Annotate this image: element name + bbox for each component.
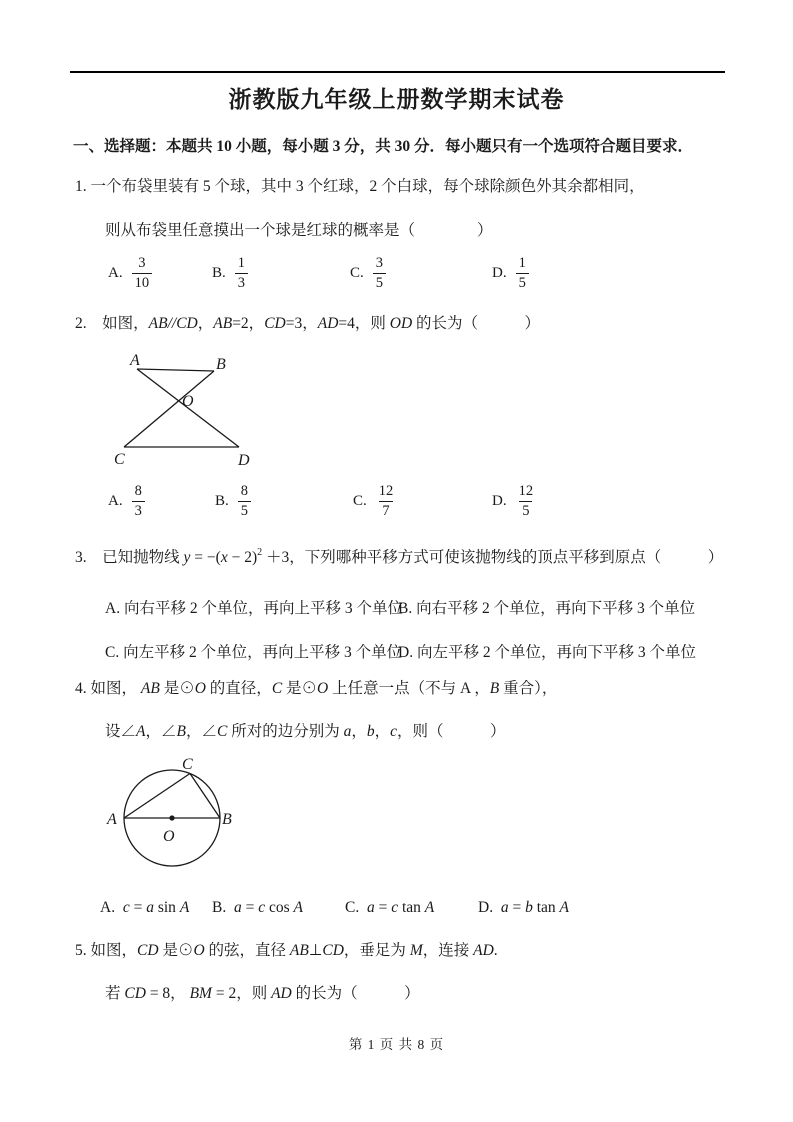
q4-option-d xyxy=(478,898,569,918)
math-run: AB xyxy=(140,680,160,697)
math-run: M xyxy=(409,942,423,959)
math-run: AB xyxy=(213,315,233,332)
fraction xyxy=(132,483,145,518)
math-run: AD xyxy=(317,315,339,332)
center-label-o: O xyxy=(163,828,175,845)
text-run: ，则（ ） xyxy=(397,723,506,740)
text-run: 所对的边分别为 xyxy=(227,723,344,740)
math-run: C xyxy=(216,723,228,740)
text-run: = −( xyxy=(190,549,221,566)
vertex-label-b: B xyxy=(222,811,232,828)
math-run: a xyxy=(500,899,509,916)
q3-option-a: A. 向右平移 2 个单位，再向上平移 3 个单位 xyxy=(105,600,403,617)
vertex-label-o: O xyxy=(182,393,194,410)
option-label: D. xyxy=(478,899,494,916)
text-run: 5. 如图， xyxy=(75,942,138,959)
text-run: 是⊙ xyxy=(158,942,194,959)
text-run: sin xyxy=(153,899,180,916)
option-label: D. xyxy=(492,264,507,281)
math-run: B xyxy=(176,723,186,740)
text-run: tan xyxy=(532,899,560,916)
math-run: CD xyxy=(264,315,286,332)
option-label: D. xyxy=(492,492,507,509)
math-run: AD xyxy=(473,942,494,959)
math-run: A xyxy=(424,899,435,916)
math-run: a xyxy=(146,899,154,916)
question-4-line-2 xyxy=(105,722,506,742)
question-2-text xyxy=(75,314,540,334)
text-run: = 2，则 xyxy=(211,985,272,1002)
fraction-denominator: 5 xyxy=(373,273,386,291)
option-label: A. xyxy=(108,492,123,509)
option-label: C. xyxy=(345,899,360,916)
math-run: O xyxy=(193,942,205,959)
math-run: AB xyxy=(289,942,309,959)
text-run: = xyxy=(508,899,526,916)
fraction-numerator: 1 xyxy=(518,255,526,272)
fraction xyxy=(238,483,251,518)
fraction xyxy=(516,483,537,518)
math-run: CD xyxy=(137,942,159,959)
fraction-denominator: 10 xyxy=(132,273,153,291)
math-run: x xyxy=(220,549,228,566)
q3-option-d: D. 向左平移 2 个单位，再向下平移 3 个单位 xyxy=(398,644,696,661)
math-run: O xyxy=(317,680,329,697)
q1-option-d xyxy=(492,252,529,294)
q4-option-b xyxy=(212,898,303,918)
fraction-numerator: 3 xyxy=(138,255,146,272)
text-run: 的弦，直径 xyxy=(204,942,290,959)
page-footer: 第 1 页 共 8 页 xyxy=(348,1037,445,1052)
text-run: 若 xyxy=(105,985,125,1002)
q2-figure xyxy=(110,345,258,471)
option-label: B. xyxy=(212,264,226,281)
math-run: y xyxy=(183,549,191,566)
chord-ac xyxy=(124,774,190,819)
text-run: ，垂足为 xyxy=(343,942,410,959)
text-run: ，∠ xyxy=(185,723,217,740)
text-run: 是⊙ xyxy=(159,680,195,697)
option-label: A. xyxy=(100,899,116,916)
center-dot xyxy=(169,815,174,820)
segment-ab xyxy=(137,369,214,371)
fraction-denominator: 3 xyxy=(132,501,145,519)
math-run: CD xyxy=(322,942,344,959)
fraction-numerator: 1 xyxy=(237,255,246,272)
text-run: 上任意一点（不与 A ， xyxy=(328,680,490,697)
math-run: c xyxy=(390,723,398,740)
fraction-denominator: 5 xyxy=(516,273,529,291)
fraction xyxy=(376,483,397,518)
math-run: a xyxy=(233,899,242,916)
vertex-label-d: D xyxy=(238,452,250,469)
text-run: = xyxy=(374,899,392,916)
q4-option-a xyxy=(100,898,189,918)
text-run: 设∠ xyxy=(105,723,137,740)
fraction xyxy=(235,255,248,290)
vertex-label-a: A xyxy=(130,352,140,369)
chord-cb xyxy=(190,774,220,819)
text-run: ， xyxy=(351,723,367,740)
text-run: 的直径， xyxy=(205,680,272,697)
text-run: cos xyxy=(265,899,294,916)
fraction-numerator: 12 xyxy=(378,483,394,500)
math-run: A xyxy=(179,899,190,916)
fraction-numerator: 3 xyxy=(375,255,384,272)
question-3-text xyxy=(75,546,723,568)
vertex-label-b: B xyxy=(216,356,226,373)
vertex-label-a: A xyxy=(107,811,117,828)
fraction-numerator: 12 xyxy=(518,483,534,500)
text-run: =2， xyxy=(232,315,265,332)
q3-option-c: C. 向左平移 2 个单位，再向上平移 3 个单位 xyxy=(105,644,403,661)
text-run: 4. 如图， xyxy=(75,680,141,697)
math-run: BM xyxy=(189,985,212,1002)
text-run: ， xyxy=(197,315,214,332)
math-run: B xyxy=(489,680,500,697)
text-run: =3， xyxy=(285,315,318,332)
math-run: OD xyxy=(389,315,413,332)
q2-option-c xyxy=(353,480,396,522)
math-run: c xyxy=(391,899,399,916)
option-label: B. xyxy=(215,492,229,509)
text-run: = 8， xyxy=(145,985,190,1002)
q1-option-a xyxy=(108,252,152,294)
page-title: 浙教版九年级上册数学期末试卷 xyxy=(228,87,565,112)
fraction-numerator: 8 xyxy=(134,483,142,500)
fraction-numerator: 8 xyxy=(240,483,249,500)
text-run: 是⊙ xyxy=(282,680,318,697)
option-label: C. xyxy=(353,492,367,509)
text-run: ，连接 xyxy=(422,942,474,959)
math-run: c xyxy=(122,899,130,916)
q2-option-d xyxy=(492,480,536,522)
math-run: A xyxy=(559,899,569,916)
text-run: 的长为（ ） xyxy=(291,985,420,1002)
q3-option-b: B. 向右平移 2 个单位，再向下平移 3 个单位 xyxy=(398,600,696,617)
q4-option-c xyxy=(345,898,434,918)
section-heading: 一、选择题：本题共 10 小题，每小题 3 分，共 30 分．每小题只有一个选项符合题目要求． xyxy=(73,138,694,155)
fraction-denominator: 3 xyxy=(235,273,248,291)
q2-option-a xyxy=(108,480,145,522)
math-run: b xyxy=(366,723,375,740)
math-run: a xyxy=(366,899,375,916)
q1-option-b xyxy=(212,252,248,294)
text-run: ， xyxy=(374,723,391,740)
text-run: = xyxy=(241,899,259,916)
math-run: AB//CD xyxy=(148,315,198,332)
math-run: A xyxy=(293,899,303,916)
top-rule xyxy=(70,71,725,73)
option-label: B. xyxy=(212,899,227,916)
question-4-line-1 xyxy=(75,679,557,699)
exponent: 2 xyxy=(257,547,263,558)
text-run: 3. 已知抛物线 xyxy=(75,549,184,566)
question-1-line-2: 则从布袋里任意摸出一个球是红球的概率是（ ） xyxy=(105,222,493,239)
text-run: . xyxy=(493,942,498,959)
text-run: =4，则 xyxy=(338,315,390,332)
question-1-line-1: 1. 一个布袋里装有 5 个球，其中 3 个红球，2 个白球，每个球除颜色外其余都相同， xyxy=(75,178,645,195)
fraction xyxy=(132,255,153,290)
text-run: ，∠ xyxy=(145,723,177,740)
fraction-denominator: 7 xyxy=(379,501,392,519)
math-run: O xyxy=(194,680,206,697)
fraction-denominator: 5 xyxy=(519,501,532,519)
fraction xyxy=(373,255,386,290)
text-run: 2. 如图， xyxy=(75,315,149,332)
math-run: A xyxy=(136,723,146,740)
math-run: b xyxy=(525,899,533,916)
vertex-label-c: C xyxy=(182,756,193,773)
question-5-line-2 xyxy=(105,984,420,1004)
text-run: 的长为（ ） xyxy=(412,315,541,332)
math-run: C xyxy=(271,680,283,697)
text-run: − 2) xyxy=(227,549,258,566)
question-5-line-1 xyxy=(75,941,498,961)
math-run: CD xyxy=(124,985,146,1002)
fraction xyxy=(516,255,529,290)
q1-option-c xyxy=(350,252,386,294)
option-label: C. xyxy=(350,264,364,281)
text-run: ⊥ xyxy=(308,942,323,959)
vertex-label-c: C xyxy=(114,451,125,468)
q4-figure xyxy=(95,755,245,883)
segment-bc xyxy=(124,371,214,447)
math-run: c xyxy=(258,899,266,916)
q2-option-b xyxy=(215,480,251,522)
math-run: AD xyxy=(271,985,292,1002)
text-run: tan xyxy=(398,899,425,916)
option-label: A. xyxy=(108,264,123,281)
text-run: 重合）， xyxy=(499,680,558,697)
fraction-denominator: 5 xyxy=(238,501,251,519)
math-run: a xyxy=(343,723,352,740)
text-run: ＋3，下列哪种平移方式可使该抛物线的顶点平移到原点（ ） xyxy=(262,549,724,566)
text-run: = xyxy=(129,899,147,916)
